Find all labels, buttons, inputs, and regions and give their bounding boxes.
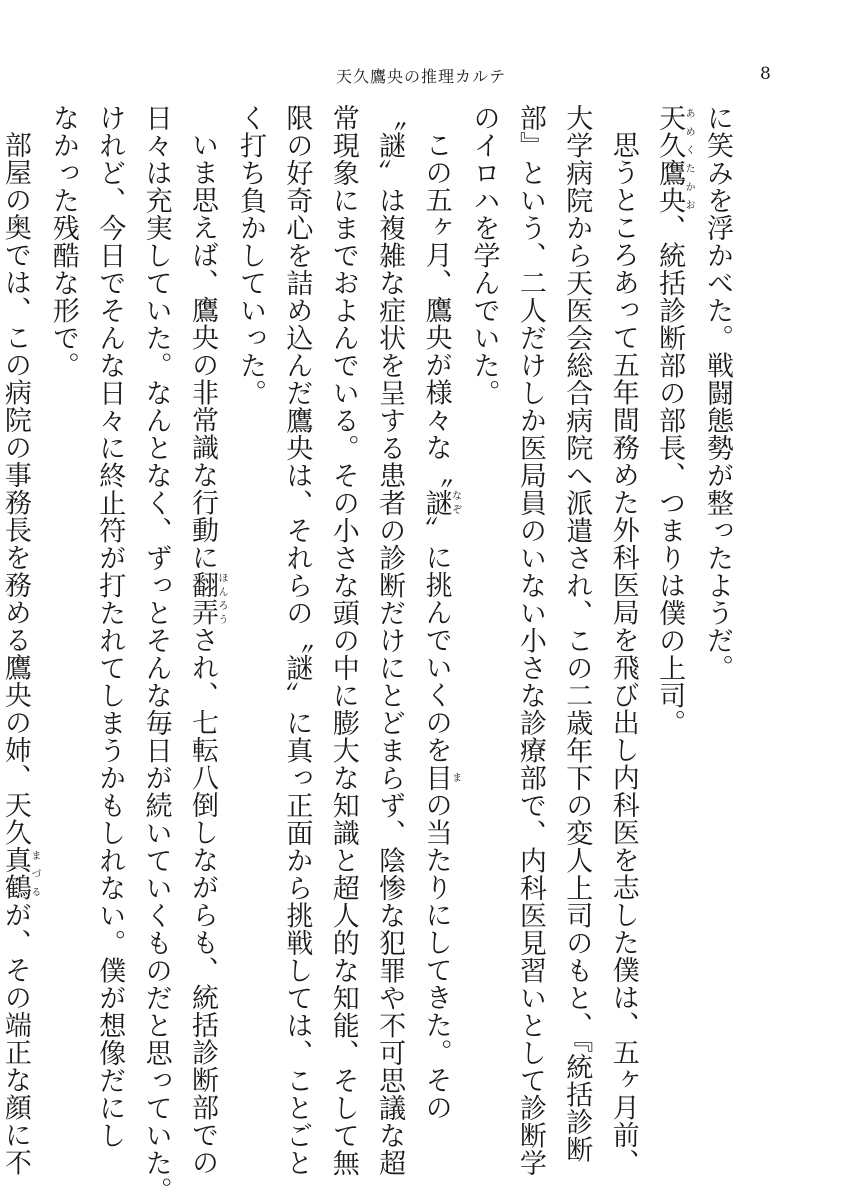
text-run: この五ヶ月、鷹央が様々な〝 (420, 131, 452, 489)
text-run: 部』という、二人だけしか医局員のいない小さな診療部で、内科医見習いとして診断学 (514, 104, 546, 1177)
text-run: 〝謎〟は複雑な症状を呈する患者の診断だけにとどまらず、陰惨な犯罪や不可思議な超 (374, 104, 406, 1177)
text-run: のイロハを学んでいた。 (468, 104, 500, 407)
text-line (179, 104, 228, 1176)
text-run: いま思えば、鷹央の非常識な行動に (187, 131, 219, 571)
text-run: が、その端正な顔に不 (0, 901, 31, 1176)
text-line (273, 104, 319, 1177)
text-line (694, 104, 740, 1134)
text-run: なかった残酷な形で。 (47, 104, 79, 379)
text-run: 限の好奇心を詰め込んだ鷹央は、それらの〝謎〟に真っ正面から挑戦しては、ことごと (281, 104, 313, 1177)
ruby-annotation: 鷹央たかお (654, 159, 695, 214)
body-text (0, 104, 740, 1204)
ruby-annotation: 目ま (420, 763, 461, 791)
text-line (86, 104, 132, 1149)
text-run: 常現象にまでおよんでいる。その小さな頭の中に膨大な知識と超人的な知能、そして無 (327, 104, 359, 1177)
text-run: に笑みを浮かべた。戦闘態勢が整ったようだ。 (702, 104, 733, 682)
text-run: く打ち負かしていった。 (234, 104, 266, 407)
text-line (599, 104, 645, 1176)
text-line (412, 104, 460, 1134)
text-run: 大学病院から天医会総合病院へ派遣され、この二歳年下の変人上司のもと、『統括診断 (561, 104, 593, 1163)
text-line (460, 104, 506, 1134)
text-line (366, 104, 412, 1177)
text-run: され、七転八倒しながらも、統括診断部での (187, 626, 219, 1176)
text-line (506, 104, 552, 1177)
ruby-annotation: 真鶴まづる (0, 846, 40, 901)
text-line (646, 104, 694, 1134)
text-run: 、統括診断部の部長、つまりは僕の上司。 (654, 214, 686, 737)
text-line (319, 104, 365, 1177)
ruby-annotation: 謎なぞ (420, 488, 461, 516)
header-title: 天久鷹央の推理カルテ (336, 67, 507, 86)
text-line (0, 104, 40, 1176)
ruby-annotation: 翻弄ほんろう (187, 571, 228, 626)
text-run: 部屋の奥では、この病院の事務長を務める鷹央の姉、天久 (0, 131, 31, 846)
text-line (227, 104, 273, 1134)
ruby-annotation: 天久あめく (654, 104, 695, 159)
text-line (39, 104, 85, 1134)
text-run: 思うところあって五年間務めた外科医局を飛び出し内科医を志した僕は、五ヶ月前、 (607, 131, 639, 1176)
text-run: の当たりにしてきた。その (420, 791, 452, 1121)
text-run: 〟に挑んでいくのを (420, 516, 452, 764)
text-line (132, 104, 178, 1204)
text-run: けれど、今日でそんな日々に終止符が打たれてしまうかもしれない。僕が想像だにし (94, 104, 126, 1149)
page-number: 8 (760, 64, 771, 84)
text-run: 日々は充実していた。なんとなく、ずっとそんな毎日が続いていくものだと思っていた。 (140, 104, 172, 1204)
text-line (553, 104, 599, 1163)
running-header (0, 64, 841, 88)
